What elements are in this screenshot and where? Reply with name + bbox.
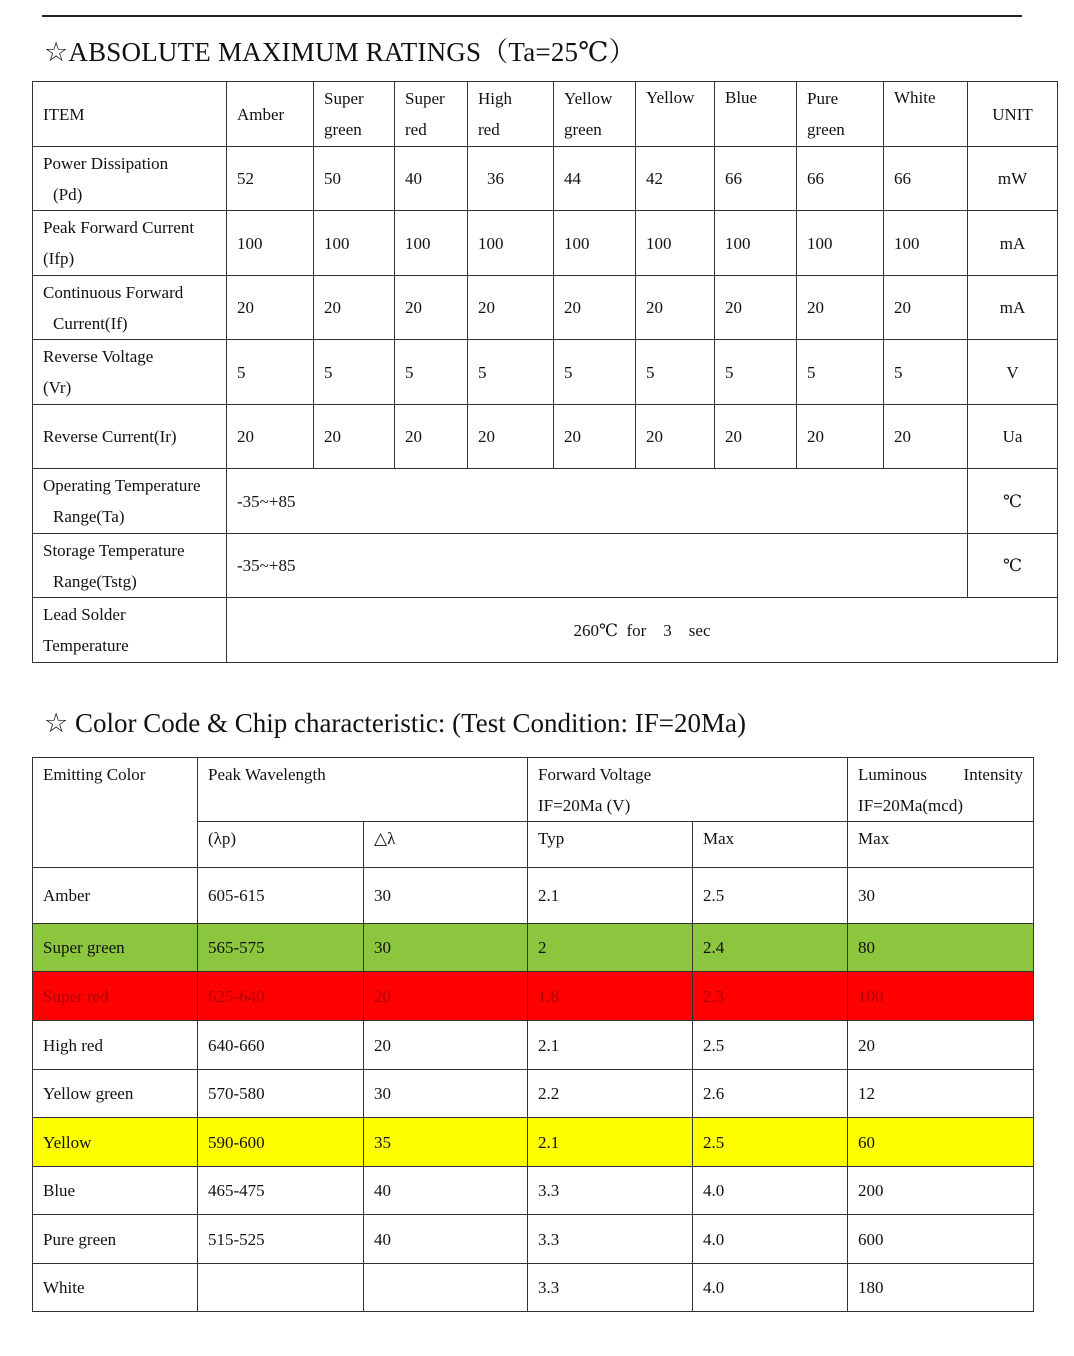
value-cell: 100: [636, 211, 715, 276]
header-forward-voltage: Forward Voltage IF=20Ma (V): [528, 758, 848, 822]
color-row-super-green: [33, 924, 1034, 972]
value-cell: 100: [314, 211, 395, 276]
item-label: Continuous Forward Current(If): [33, 276, 227, 340]
ratings-row-reverse-voltage: [33, 340, 1058, 405]
header-color-amber: Amber: [227, 82, 314, 147]
unit-cell: mW: [968, 147, 1058, 211]
value-cell: [198, 1264, 364, 1312]
value-cell: 200: [848, 1167, 1034, 1215]
ratings-row-reverse-current: [33, 405, 1058, 469]
color-name: Pure green: [33, 1215, 198, 1264]
value-cell: 3.3: [528, 1264, 693, 1312]
ratings-row-power-dissipation: [33, 147, 1058, 211]
header-color-yellow: Yellow: [636, 82, 715, 147]
color-row-super-red: [33, 972, 1034, 1021]
value-cell: 100: [797, 211, 884, 276]
value-cell: 2.1: [528, 1118, 693, 1167]
value-cell: 100: [395, 211, 468, 276]
unit-cell: Ua: [968, 405, 1058, 469]
value-cell: 80: [848, 924, 1034, 972]
value-cell: 5: [797, 340, 884, 405]
item-label: Reverse Voltage (Vr): [33, 340, 227, 405]
value-cell: 5: [636, 340, 715, 405]
subheader-max-voltage: Max: [693, 822, 848, 868]
value-cell: 2.5: [693, 868, 848, 924]
value-cell: 44: [554, 147, 636, 211]
color-name: Super red: [33, 972, 198, 1021]
value-cell: 100: [848, 972, 1034, 1021]
top-divider: [42, 15, 1022, 17]
unit-cell: ℃: [968, 469, 1058, 534]
unit-cell: mA: [968, 276, 1058, 340]
value-cell: 20: [797, 405, 884, 469]
value-cell: 12: [848, 1070, 1034, 1118]
value-cell: 5: [395, 340, 468, 405]
value-cell: 20: [636, 405, 715, 469]
value-cell: 20: [468, 405, 554, 469]
value-cell: 2.6: [693, 1070, 848, 1118]
value-cell: 42: [636, 147, 715, 211]
unit-cell: mA: [968, 211, 1058, 276]
value-cell: 20: [227, 405, 314, 469]
header-color-super-green: Super green: [314, 82, 395, 147]
header-color-super-red: Super red: [395, 82, 468, 147]
value-cell: 5: [468, 340, 554, 405]
value-cell: 100: [227, 211, 314, 276]
color-name: High red: [33, 1021, 198, 1070]
subheader-lambda-p: (λp): [198, 822, 364, 868]
color-header-row: [33, 758, 1034, 822]
value-cell: 20: [797, 276, 884, 340]
subheader-typ: Typ: [528, 822, 693, 868]
value-cell: 5: [715, 340, 797, 405]
item-label: Peak Forward Current (Ifp): [33, 211, 227, 276]
value-cell: 40: [395, 147, 468, 211]
ratings-row-operating-temperature: [33, 469, 1058, 534]
value-cell: 2.5: [693, 1021, 848, 1070]
item-label: Reverse Current(Ir): [33, 405, 227, 469]
value-cell: 625-640: [198, 972, 364, 1021]
ratings-row-peak-forward-current: [33, 211, 1058, 276]
header-color-pure-green: Pure green: [797, 82, 884, 147]
value-cell: 2.1: [528, 1021, 693, 1070]
value-cell: 66: [884, 147, 968, 211]
color-name: Super green: [33, 924, 198, 972]
value-cell: 36: [468, 147, 554, 211]
value-cell: 3.3: [528, 1215, 693, 1264]
value-cell: 50: [314, 147, 395, 211]
header-unit: UNIT: [968, 82, 1058, 147]
value-cell: 30: [364, 868, 528, 924]
value-cell: 60: [848, 1118, 1034, 1167]
color-code-table: [32, 757, 1034, 1312]
value-cell: 30: [364, 924, 528, 972]
color-row-blue: [33, 1167, 1034, 1215]
value-cell: 100: [554, 211, 636, 276]
value-cell: 2: [528, 924, 693, 972]
value-cell: 2.2: [528, 1070, 693, 1118]
item-label: Storage Temperature Range(Tstg): [33, 534, 227, 598]
color-code-heading: ☆ Color Code & Chip characteristic: (Test Condition: IF=20Ma): [44, 708, 746, 738]
value-cell: 2.4: [693, 924, 848, 972]
unit-cell: ℃: [968, 534, 1058, 598]
value-cell: 5: [884, 340, 968, 405]
item-label: Power Dissipation (Pd): [33, 147, 227, 211]
value-cell: 40: [364, 1215, 528, 1264]
item-label: Lead Solder Temperature: [33, 598, 227, 663]
ratings-header-row: [33, 82, 1058, 147]
ratings-row-continuous-forward-current: [33, 276, 1058, 340]
color-row-white: [33, 1264, 1034, 1312]
ratings-row-lead-solder: [33, 598, 1058, 663]
value-cell: 20: [314, 405, 395, 469]
value-cell: 100: [468, 211, 554, 276]
absolute-max-ratings-table: [32, 81, 1058, 663]
subheader-delta-lambda: △λ: [364, 822, 528, 868]
value-cell: 20: [364, 972, 528, 1021]
value-cell: 2.3: [693, 972, 848, 1021]
header-color-high-red: High red: [468, 82, 554, 147]
subheader-max-luminous: Max: [848, 822, 1034, 868]
value-cell: 5: [314, 340, 395, 405]
value-cell: 20: [884, 405, 968, 469]
value-cell: 66: [715, 147, 797, 211]
value-cell: 570-580: [198, 1070, 364, 1118]
value-cell: 20: [848, 1021, 1034, 1070]
value-cell: 4.0: [693, 1167, 848, 1215]
value-cell: 20: [554, 405, 636, 469]
value-cell: 605-615: [198, 868, 364, 924]
operating-temp-value: -35~+85: [227, 469, 968, 534]
value-cell: 20: [636, 276, 715, 340]
color-name: White: [33, 1264, 198, 1312]
value-cell: 20: [554, 276, 636, 340]
value-cell: 4.0: [693, 1264, 848, 1312]
value-cell: 465-475: [198, 1167, 364, 1215]
value-cell: 3.3: [528, 1167, 693, 1215]
color-row-high-red: [33, 1021, 1034, 1070]
value-cell: 52: [227, 147, 314, 211]
color-name: Yellow: [33, 1118, 198, 1167]
value-cell: 5: [554, 340, 636, 405]
value-cell: 20: [395, 405, 468, 469]
header-luminous-intensity: Luminous Intensity IF=20Ma(mcd): [848, 758, 1034, 822]
value-cell: 600: [848, 1215, 1034, 1264]
color-name: Yellow green: [33, 1070, 198, 1118]
value-cell: [364, 1264, 528, 1312]
lead-solder-value: 260℃ for 3 sec: [227, 598, 1058, 663]
color-row-yellow-green: [33, 1070, 1034, 1118]
value-cell: 20: [468, 276, 554, 340]
header-color-white: White: [884, 82, 968, 147]
value-cell: 40: [364, 1167, 528, 1215]
value-cell: 30: [848, 868, 1034, 924]
value-cell: 20: [715, 276, 797, 340]
value-cell: 20: [884, 276, 968, 340]
value-cell: 1.8: [528, 972, 693, 1021]
ratings-heading: ☆ABSOLUTE MAXIMUM RATINGS（Ta=25℃）: [44, 37, 636, 67]
color-name: Blue: [33, 1167, 198, 1215]
color-name: Amber: [33, 868, 198, 924]
item-label: Operating Temperature Range(Ta): [33, 469, 227, 534]
value-cell: 20: [715, 405, 797, 469]
value-cell: 565-575: [198, 924, 364, 972]
value-cell: 20: [227, 276, 314, 340]
color-row-pure-green: [33, 1215, 1034, 1264]
value-cell: 100: [884, 211, 968, 276]
color-row-yellow: [33, 1118, 1034, 1167]
header-item: ITEM: [33, 82, 227, 147]
value-cell: 180: [848, 1264, 1034, 1312]
value-cell: 20: [395, 276, 468, 340]
storage-temp-value: -35~+85: [227, 534, 968, 598]
value-cell: 2.5: [693, 1118, 848, 1167]
value-cell: 66: [797, 147, 884, 211]
header-emitting-color: Emitting Color: [33, 758, 198, 868]
value-cell: 30: [364, 1070, 528, 1118]
value-cell: 590-600: [198, 1118, 364, 1167]
value-cell: 5: [227, 340, 314, 405]
value-cell: 4.0: [693, 1215, 848, 1264]
ratings-row-storage-temperature: [33, 534, 1058, 598]
value-cell: 35: [364, 1118, 528, 1167]
color-row-amber: [33, 868, 1034, 924]
value-cell: 640-660: [198, 1021, 364, 1070]
header-color-yellow-green: Yellow green: [554, 82, 636, 147]
value-cell: 515-525: [198, 1215, 364, 1264]
value-cell: 100: [715, 211, 797, 276]
value-cell: 20: [364, 1021, 528, 1070]
unit-cell: V: [968, 340, 1058, 405]
value-cell: 20: [314, 276, 395, 340]
value-cell: 2.1: [528, 868, 693, 924]
header-peak-wavelength: Peak Wavelength: [198, 758, 528, 822]
header-color-blue: Blue: [715, 82, 797, 147]
